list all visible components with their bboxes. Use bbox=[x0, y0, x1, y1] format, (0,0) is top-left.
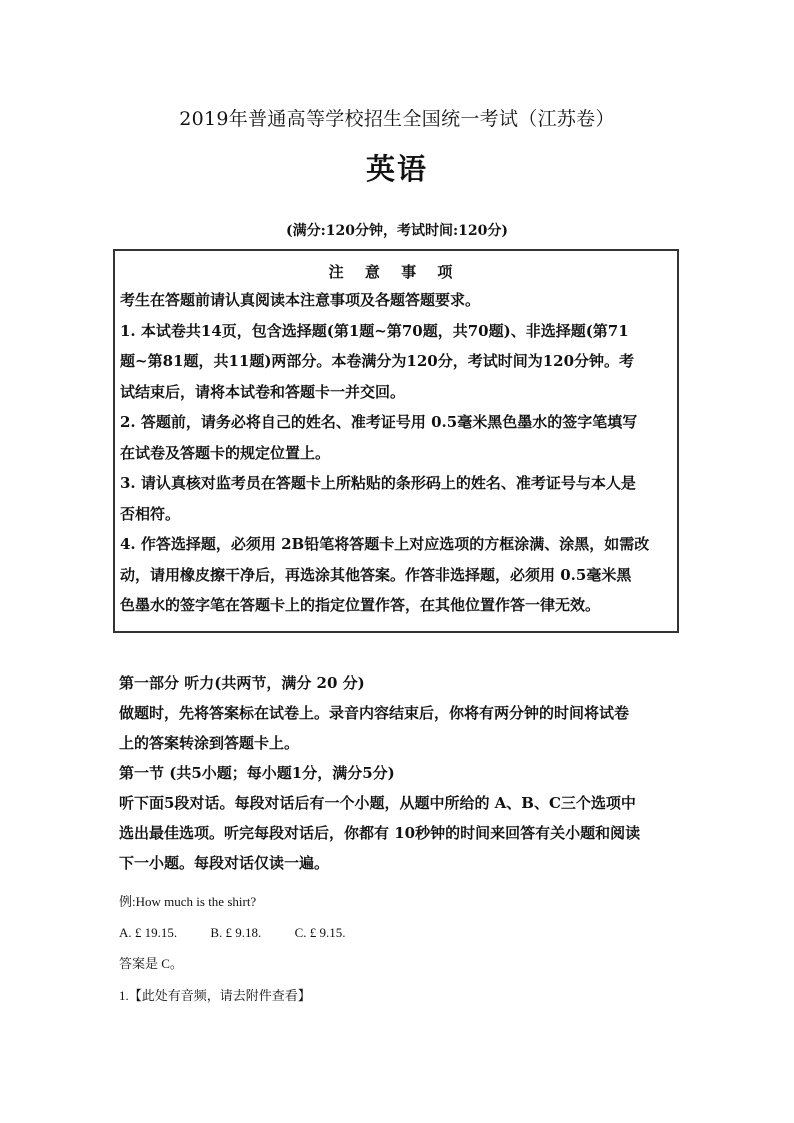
part1-intro-line: 做题时，先将答案标在试卷上。录音内容结束后，你将有两分钟的时间将试卷 bbox=[119, 704, 630, 722]
example-question: 例:How much is the shirt? bbox=[119, 894, 257, 909]
notice-line: 动，请用橡皮擦干净后，再选涂其他答案。作答非选择题，必须用 0.5毫米黑 bbox=[120, 565, 632, 584]
part1-block bbox=[119, 668, 709, 878]
example-answer: 答案是 C。 bbox=[119, 956, 183, 971]
exam-title: 2019年普通高等学校招生全国统一考试（江苏卷） bbox=[179, 108, 615, 130]
subject-title: 英语 bbox=[365, 152, 428, 186]
notice-line: 考生在答题前请认真阅读本注意事项及各题答题要求。 bbox=[120, 291, 481, 309]
notice-line: 2. 答题前，请务必将自己的姓名、准考证号用 0.5毫米黑色墨水的签字笔填写 bbox=[120, 413, 638, 431]
example-options bbox=[119, 925, 709, 941]
notice-line: 题~第81题，共11题)两部分。本卷满分为120分，考试时间为120分钟。考 bbox=[120, 352, 635, 370]
notice-box bbox=[113, 249, 679, 633]
notice-heading: 注 意 事 项 bbox=[328, 263, 461, 281]
part1-title: 第一部分 听力(共两节，满分 20 分) bbox=[119, 674, 365, 692]
option-b: B. £ 9.18. bbox=[210, 925, 262, 940]
notice-line: 否相符。 bbox=[120, 504, 181, 523]
section1-title: 第一节 (共5小题；每小题1分，满分5分) bbox=[119, 764, 395, 782]
question-1-audio: 1.【此处有音频，请去附件查看】 bbox=[119, 988, 311, 1003]
time-info: (满分:120分钟，考试时间:120分) bbox=[285, 223, 509, 239]
notice-line: 色墨水的签字笔在答题卡上的指定位置作答，在其他位置作答一律无效。 bbox=[120, 596, 601, 614]
notice-line: 在试卷及答题卡的规定位置上。 bbox=[120, 443, 331, 462]
notice-line: 4. 作答选择题，必须用 2B铅笔将答题卡上对应选项的方框涂满、涂黑，如需改 bbox=[120, 535, 650, 553]
section1-instruction-line: 下一小题。每段对话仅读一遍。 bbox=[119, 854, 330, 872]
notice-line: 试结束后，请将本试卷和答题卡一并交回。 bbox=[120, 382, 406, 401]
section1-instruction-line: 听下面5段对话。每段对话后有一个小题，从题中所给的 A、B、C三个选项中 bbox=[119, 794, 636, 812]
notice-line: 1. 本试卷共14页，包含选择题(第1题~第70题，共70题)、非选择题(第71 bbox=[120, 321, 629, 340]
part1-intro-line: 上的答案转涂到答题卡上。 bbox=[119, 734, 300, 752]
option-c: C. £ 9.15. bbox=[294, 925, 346, 940]
notice-line: 3. 请认真核对监考员在答题卡上所粘贴的条形码上的姓名、准考证号与本人是 bbox=[120, 474, 636, 492]
section1-instruction-line: 选出最佳选项。听完每段对话后，你都有 10秒钟的时间来回答有关小题和阅读 bbox=[119, 824, 641, 842]
option-a: A. £ 19.15. bbox=[119, 925, 178, 940]
